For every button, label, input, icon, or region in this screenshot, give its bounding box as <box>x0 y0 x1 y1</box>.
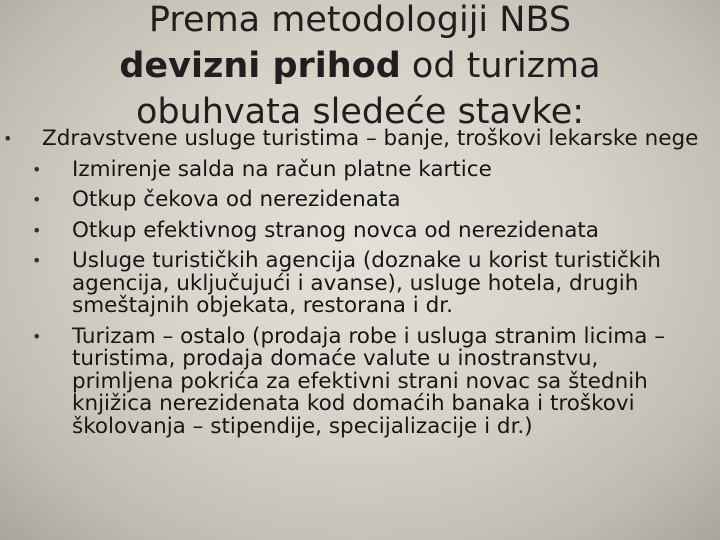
bullet-item <box>0 217 700 243</box>
bullet-item <box>0 250 700 318</box>
bullet-item <box>0 156 700 182</box>
title-line-2 <box>40 43 680 89</box>
bullet-item <box>0 128 700 151</box>
title-line-3: obuhvata sledeće stavke: <box>135 92 585 132</box>
bullet-icon: • <box>32 220 42 240</box>
bullet-item <box>0 323 700 439</box>
bullet-text: Usluge turističkih agencija (doznake u korist turističkih agencija, uključujući i avanse), usluge hotela, drugih smeštajnih objekata, restorana i dr. <box>72 248 661 318</box>
bullet-icon: • <box>32 190 42 209</box>
bullet-icon: • <box>32 159 42 179</box>
title-line-1: Prema metodologiji NBS <box>148 0 572 40</box>
bullet-text: Izmirenje salda na račun platne kartice <box>72 156 492 182</box>
bullet-icon: • <box>32 326 42 346</box>
slide-title <box>40 0 680 135</box>
title-line-2-rest: od turizma <box>400 46 601 86</box>
bullet-text: Otkup čekova od nerezidenata <box>72 187 401 212</box>
bullet-icon: • <box>32 251 42 270</box>
bullet-text: Otkup efektivnog stranog novca od nerezidenata <box>72 217 599 243</box>
title-emphasis: devizni prihod <box>119 46 401 86</box>
bullet-icon: • <box>3 129 13 148</box>
bullet-text: Turizam – ostalo (prodaja robe i usluga stranim licima – turistima, prodaja domaće valute u inostranstvu, primljena pokrića za efektivni strani novac sa štednih knjižica nerezidenata kod domaćih banaka i troškovi školovanja – stipendije, specijalizacije i dr.) <box>72 323 666 439</box>
bullet-item <box>0 189 700 212</box>
bullet-text: Zdravstvene usluge turistima – banje, troškovi lekarske nege <box>42 126 699 151</box>
bullet-list <box>0 128 700 446</box>
